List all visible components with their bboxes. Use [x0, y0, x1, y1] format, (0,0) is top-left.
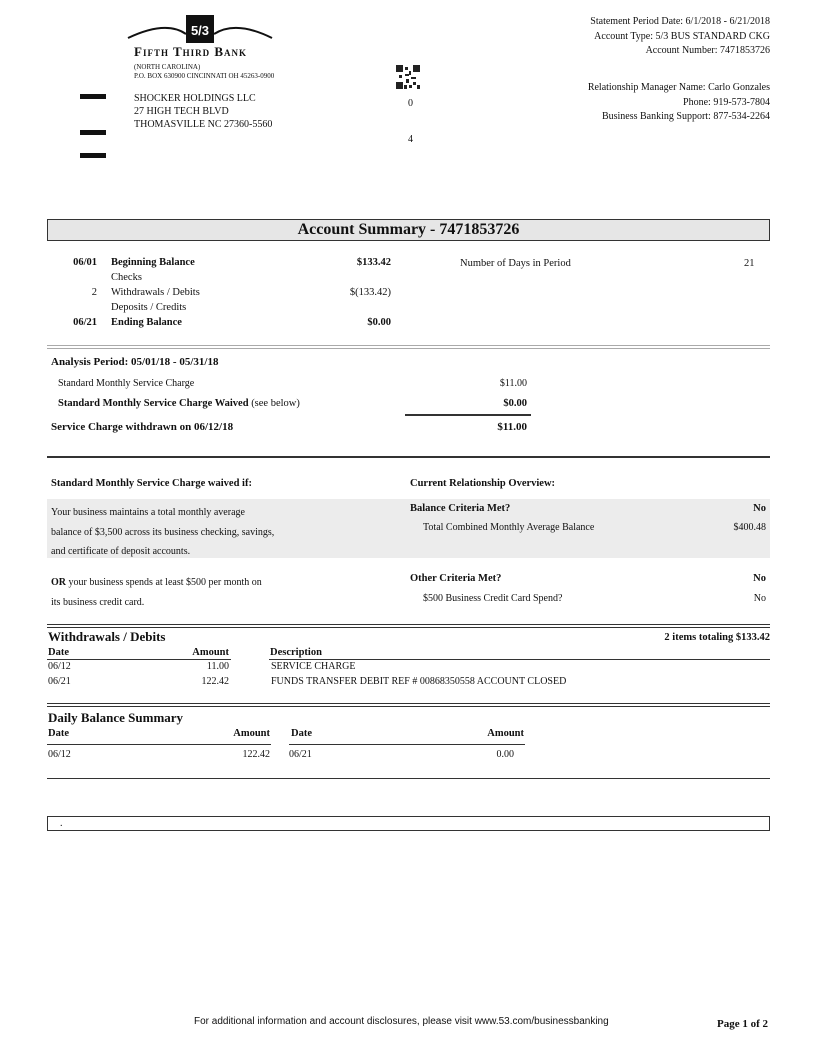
bank-po-box: P.O. BOX 630900 CINCINNATI OH 45263-0900 — [134, 72, 275, 80]
daily-date: 06/12 — [48, 749, 71, 760]
mail-mark — [80, 130, 106, 135]
divider — [47, 624, 770, 628]
business-support: Business Banking Support: 877-534-2264 — [601, 111, 770, 122]
waiver-card-text — [51, 573, 262, 612]
qr-code-icon — [396, 65, 420, 89]
divider — [47, 703, 770, 707]
summary-label: Beginning Balance — [111, 257, 195, 268]
summary-row — [47, 272, 407, 287]
withdrawal-description: FUNDS TRANSFER DEBIT REF # 00868350558 ACCOUNT CLOSED — [271, 676, 567, 687]
summary-row — [47, 317, 407, 332]
withdrawals-title: Withdrawals / Debits — [48, 629, 166, 644]
card-spend-label: $500 Business Credit Card Spend? — [423, 593, 563, 604]
sum-line — [405, 414, 531, 416]
header-underline — [269, 659, 770, 660]
summary-row — [47, 257, 407, 272]
summary-label: Ending Balance — [111, 317, 182, 328]
waiver-line1: Your business maintains a total monthly average — [51, 507, 245, 518]
withdrawals-total: 2 items totaling $133.42 — [664, 632, 770, 643]
header-underline — [47, 659, 231, 660]
withdrawal-date: 06/21 — [48, 676, 71, 687]
summary-table — [47, 257, 407, 332]
mail-mark — [80, 94, 106, 99]
service-charge-amount: $11.00 — [499, 378, 527, 389]
page-number: Page 1 of 2 — [716, 1018, 768, 1030]
see-below-note: (see below) — [251, 398, 300, 409]
or-line2: its business credit card. — [51, 596, 145, 608]
relationship-manager: Relationship Manager Name: Carlo Gonzales — [587, 82, 770, 93]
bank-name: Fifth Third Bank — [134, 44, 248, 59]
service-charge-waived — [58, 398, 300, 409]
relationship-info — [470, 81, 770, 125]
service-charge-label: Standard Monthly Service Charge — [58, 378, 195, 389]
withdrawals-header-description: Description — [270, 647, 322, 658]
balance-criteria-label: Balance Criteria Met? — [410, 503, 511, 514]
summary-amount: $0.00 — [367, 317, 391, 328]
summary-row — [47, 287, 407, 302]
notice-box: . — [47, 816, 770, 831]
account-number: Account Number: 7471853726 — [645, 45, 770, 56]
daily-amount2: 0.00 — [496, 749, 514, 760]
service-charge-waived-label: Standard Monthly Service Charge Waived — [58, 398, 249, 409]
divider — [47, 778, 770, 779]
daily-header-amount: Amount — [233, 728, 270, 739]
service-charge-withdrawn-amount: $11.00 — [497, 421, 527, 433]
withdrawals-table — [47, 661, 770, 691]
statement-info — [470, 15, 770, 59]
bank-logo — [126, 12, 276, 48]
daily-header-amount2: Amount — [487, 728, 524, 739]
daily-header-date: Date — [48, 728, 69, 739]
mail-code-bottom: 4 — [408, 134, 413, 145]
other-criteria-label: Other Criteria Met? — [410, 573, 502, 584]
table-row — [47, 749, 527, 764]
combined-balance-value: $400.48 — [733, 522, 766, 533]
divider — [47, 456, 770, 458]
manager-phone: Phone: 919-573-7804 — [683, 96, 770, 108]
disclosure-footer: For additional information and account disclosures, please visit www.53.com/businessbanking — [194, 1016, 609, 1027]
customer-address-line2: THOMASVILLE NC 27360-5560 — [134, 119, 273, 130]
daily-date2: 06/21 — [289, 749, 312, 760]
bank-region: (NORTH CAROLINA) — [134, 63, 201, 71]
waiver-heading: Standard Monthly Service Charge waived if: — [51, 478, 252, 489]
account-type: Account Type: 5/3 BUS STANDARD CKG — [594, 30, 770, 42]
statement-period: Statement Period Date: 6/1/2018 - 6/21/2018 — [590, 16, 770, 27]
service-charge-withdrawn-label: Service Charge withdrawn on 06/12/18 — [51, 421, 234, 433]
customer-name: SHOCKER HOLDINGS LLC — [134, 93, 256, 104]
or-line1: your business spends at least $500 per month on — [68, 577, 262, 588]
days-in-period-value: 21 — [744, 258, 755, 269]
summary-row — [47, 302, 407, 317]
analysis-period: Analysis Period: 05/01/18 - 05/31/18 — [51, 356, 219, 368]
overview-heading: Current Relationship Overview: — [410, 478, 556, 489]
header-underline — [289, 744, 525, 745]
summary-label: Checks — [111, 272, 142, 283]
customer-address — [134, 92, 272, 131]
or-word: OR — [51, 577, 66, 588]
balance-criteria-value: No — [753, 503, 766, 514]
waived-amount: $0.00 — [503, 398, 527, 409]
table-row — [47, 676, 770, 691]
table-row — [47, 661, 770, 676]
combined-balance-label: Total Combined Monthly Average Balance — [423, 522, 595, 533]
summary-label: Withdrawals / Debits — [111, 287, 200, 298]
waiver-balance-text — [51, 503, 274, 562]
withdrawal-date: 06/12 — [48, 661, 71, 672]
mail-code-top: 0 — [408, 98, 413, 109]
waiver-line2: balance of $3,500 across its business checking, savings, — [51, 526, 275, 538]
daily-header-date2: Date — [291, 728, 312, 739]
withdrawals-header-date: Date — [48, 647, 69, 658]
account-summary-title: Account Summary - 7471853726 — [47, 219, 770, 241]
card-spend-value: No — [753, 593, 766, 604]
withdrawals-header-amount: Amount — [192, 647, 229, 658]
summary-amount: $(133.42) — [349, 287, 391, 298]
customer-address-line1: 27 HIGH TECH BLVD — [134, 106, 229, 117]
summary-label: Deposits / Credits — [111, 302, 187, 313]
summary-date: 06/01 — [73, 257, 97, 268]
daily-amount: 122.42 — [242, 749, 270, 760]
header-underline — [47, 744, 271, 745]
summary-count: 2 — [91, 287, 97, 298]
waiver-line3: and certificate of deposit accounts. — [51, 546, 191, 557]
logo-glyph: 5/3 — [190, 23, 210, 38]
withdrawal-amount: 122.42 — [201, 676, 229, 687]
withdrawal-amount: 11.00 — [206, 661, 229, 672]
other-criteria-value: No — [753, 573, 766, 584]
divider — [47, 345, 770, 349]
mail-mark — [80, 153, 106, 158]
daily-balance-table — [47, 749, 527, 764]
summary-amount: $133.42 — [356, 257, 391, 268]
daily-balance-title: Daily Balance Summary — [48, 710, 184, 725]
days-in-period-label: Number of Days in Period — [460, 258, 571, 269]
withdrawal-description: SERVICE CHARGE — [271, 661, 356, 672]
summary-date: 06/21 — [73, 317, 97, 328]
